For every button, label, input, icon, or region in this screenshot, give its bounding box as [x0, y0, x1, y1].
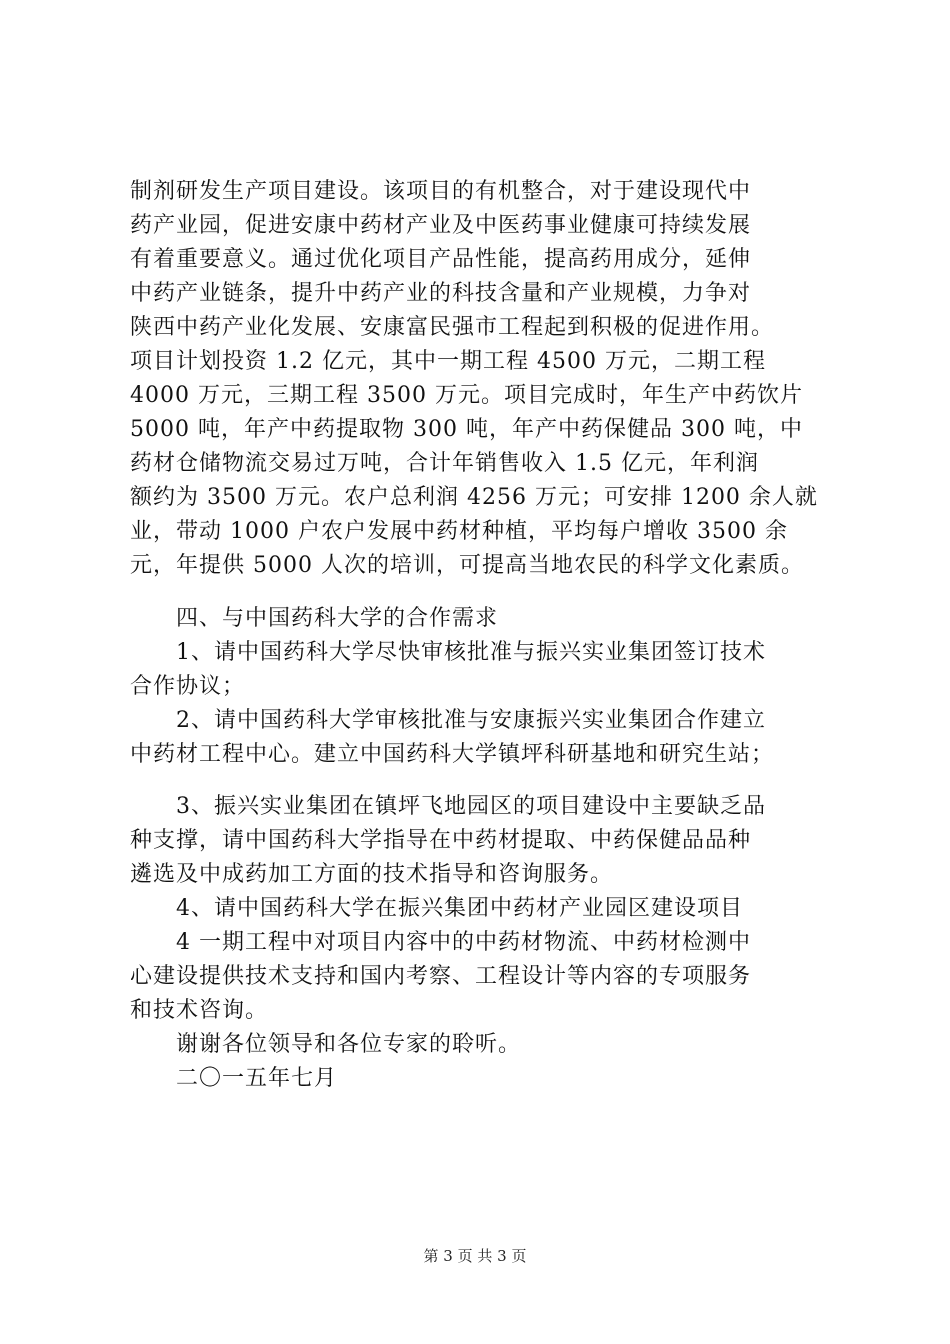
- list-item-2-line: 2、请中国药科大学审核批准与安康振兴实业集团合作建立: [176, 708, 766, 733]
- list-item-3-line: 遴选及中成药加工方面的技术指导和咨询服务。: [130, 862, 614, 887]
- body-line: 额约为 3500 万元。农户总利润 4256 万元；可安排 1200 余人就: [130, 485, 818, 510]
- body-line: 4000 万元，三期工程 3500 万元。项目完成时，年生产中药饮片: [130, 383, 803, 408]
- closing-date: 二〇一五年七月: [176, 1066, 338, 1091]
- body-line: 制剂研发生产项目建设。该项目的有机整合，对于建设现代中: [130, 179, 752, 204]
- list-item-4-line: 4 一期工程中对项目内容中的中药材物流、中药材检测中: [176, 930, 751, 955]
- page-footer: 第 3 页 共 3 页: [423, 1247, 527, 1265]
- body-line: 中药产业链条，提升中药产业的科技含量和产业规模，力争对: [130, 281, 752, 306]
- body-line: 业，带动 1000 户农户发展中药材种植，平均每户增收 3500 余: [130, 519, 788, 544]
- closing-thanks: 谢谢各位领导和各位专家的聆听。: [176, 1032, 522, 1057]
- list-item-1-line: 合作协议；: [130, 674, 246, 699]
- list-item-2-line: 中药材工程中心。建立中国药科大学镇坪科研基地和研究生站；: [130, 742, 775, 767]
- body-line: 项目计划投资 1.2 亿元，其中一期工程 4500 万元，二期工程: [130, 349, 766, 374]
- body-line: 药材仓储物流交易过万吨，合计年销售收入 1.5 亿元，年利润: [130, 451, 759, 476]
- list-item-4-line: 和技术咨询。: [130, 998, 269, 1023]
- section-heading: 四、与中国药科大学的合作需求: [176, 606, 499, 631]
- list-item-4-line: 心建设提供技术支持和国内考察、工程设计等内容的专项服务: [130, 964, 752, 989]
- list-item-3-line: 种支撑，请中国药科大学指导在中药材提取、中药保健品品种: [130, 828, 752, 853]
- body-line: 药产业园，促进安康中药材产业及中医药事业健康可持续发展: [130, 213, 752, 238]
- body-line: 5000 吨，年产中药提取物 300 吨，年产中药保健品 300 吨，中: [130, 417, 803, 442]
- body-line: 陕西中药产业化发展、安康富民强市工程起到积极的促进作用。: [130, 315, 775, 340]
- body-line: 元，年提供 5000 人次的培训，可提高当地农民的科学文化素质。: [130, 553, 804, 578]
- list-item-4-line: 4、请中国药科大学在振兴集团中药材产业园区建设项目: [176, 896, 743, 921]
- list-item-1-line: 1、请中国药科大学尽快审核批准与振兴实业集团签订技术: [176, 640, 766, 665]
- body-line: 有着重要意义。通过优化项目产品性能，提高药用成分，延伸: [130, 247, 752, 272]
- list-item-3-line: 3、振兴实业集团在镇坪飞地园区的项目建设中主要缺乏品: [176, 794, 766, 819]
